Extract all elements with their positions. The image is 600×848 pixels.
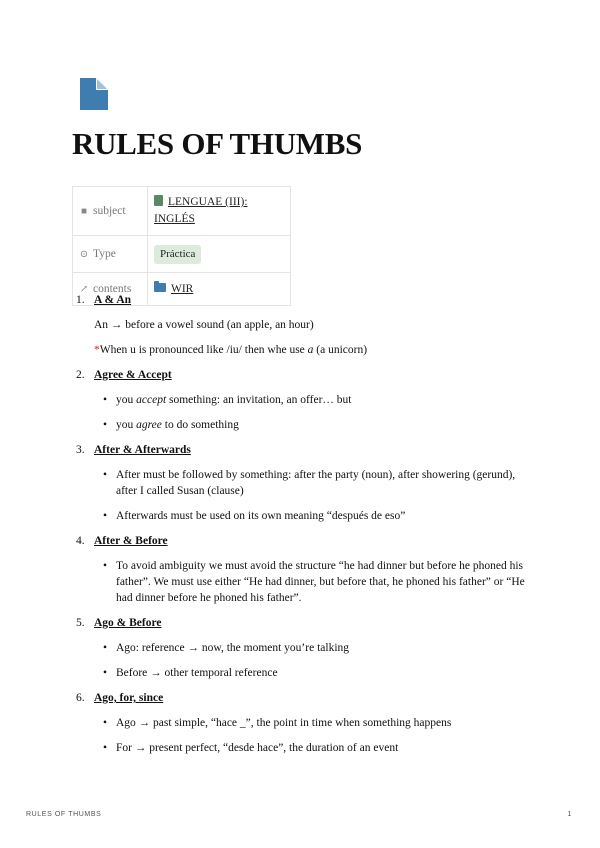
contents-link[interactable]: WIR [171, 282, 194, 295]
section-ago-for-since [76, 690, 536, 756]
bullet-list [94, 558, 536, 606]
bullet-list [94, 392, 536, 433]
list-item: • After must be followed by something: after the party (noun), after showering (gerund), after I called Susan (clause) [94, 467, 536, 499]
relation-icon: ■ [80, 206, 88, 217]
section-number: 3. [76, 444, 85, 456]
list-item: • Ago → past simple, “hace _”, the point in time when something happens [94, 715, 536, 731]
list-item: • you accept something: an invitation, an offer… but [94, 392, 536, 408]
rules-list [76, 292, 536, 756]
footer-title: RULES OF THUMBS [26, 811, 102, 818]
section-heading: A & An [94, 294, 132, 306]
section-heading: Ago & Before [94, 617, 162, 629]
asterisk: * [94, 344, 100, 356]
select-icon: ⊙ [79, 249, 89, 260]
folder-icon [154, 283, 166, 292]
section-heading: Agree & Accept [94, 369, 172, 381]
section-number: 5. [76, 617, 85, 629]
section-note: *When u is pronounced like /iu/ then whe use a (a unicorn) [94, 344, 368, 356]
property-row-subject [73, 187, 291, 236]
page-footer [26, 811, 572, 818]
subject-link[interactable]: LENGUAE (III): INGLÉS [154, 196, 248, 225]
bullet-list [94, 467, 536, 524]
bullet-list [94, 640, 536, 681]
document-icon [80, 78, 108, 110]
bullet-list [94, 715, 536, 756]
section-after-afterwards [76, 442, 536, 524]
property-label-contents: contents [93, 283, 132, 295]
section-heading: Ago, for, since [94, 692, 164, 704]
list-item: • Afterwards must be used on its own meaning “después de eso” [94, 508, 536, 524]
section-number: 2. [76, 369, 85, 381]
property-label-type: Type [93, 248, 116, 260]
list-item: • For → present perfect, “desde hace”, the duration of an event [94, 740, 536, 756]
page-title: RULES OF THUMBS [72, 126, 363, 161]
type-tag[interactable]: Práctica [154, 245, 201, 264]
section-ago-before [76, 615, 536, 681]
section-a-an [76, 292, 536, 358]
section-heading: After & Before [94, 535, 168, 547]
section-after-before [76, 533, 536, 606]
page-number: 1 [567, 811, 572, 818]
list-item: • To avoid ambiguity we must avoid the structure “he had dinner but before he phoned his father”. We must use either “He had dinner, but before that, he phoned his father” or “He had dinner before he phoned his father”. [94, 558, 536, 606]
section-paragraph: An → before a vowel sound (an apple, an hour) [94, 319, 314, 331]
section-number: 6. [76, 692, 85, 704]
list-item: • you agree to do something [94, 417, 536, 433]
section-number: 4. [76, 535, 85, 547]
section-agree-accept [76, 367, 536, 433]
property-row-type [73, 236, 291, 273]
list-item: • Ago: reference → now, the moment you’re talking [94, 640, 536, 656]
properties-table [72, 186, 291, 306]
section-number: 1. [76, 294, 85, 306]
book-icon [154, 195, 163, 206]
arrow-up-right-icon: ↗ [79, 284, 89, 295]
section-heading: After & Afterwards [94, 444, 191, 456]
property-label-subject: subject [93, 205, 126, 217]
list-item: • Before → other temporal reference [94, 665, 536, 681]
